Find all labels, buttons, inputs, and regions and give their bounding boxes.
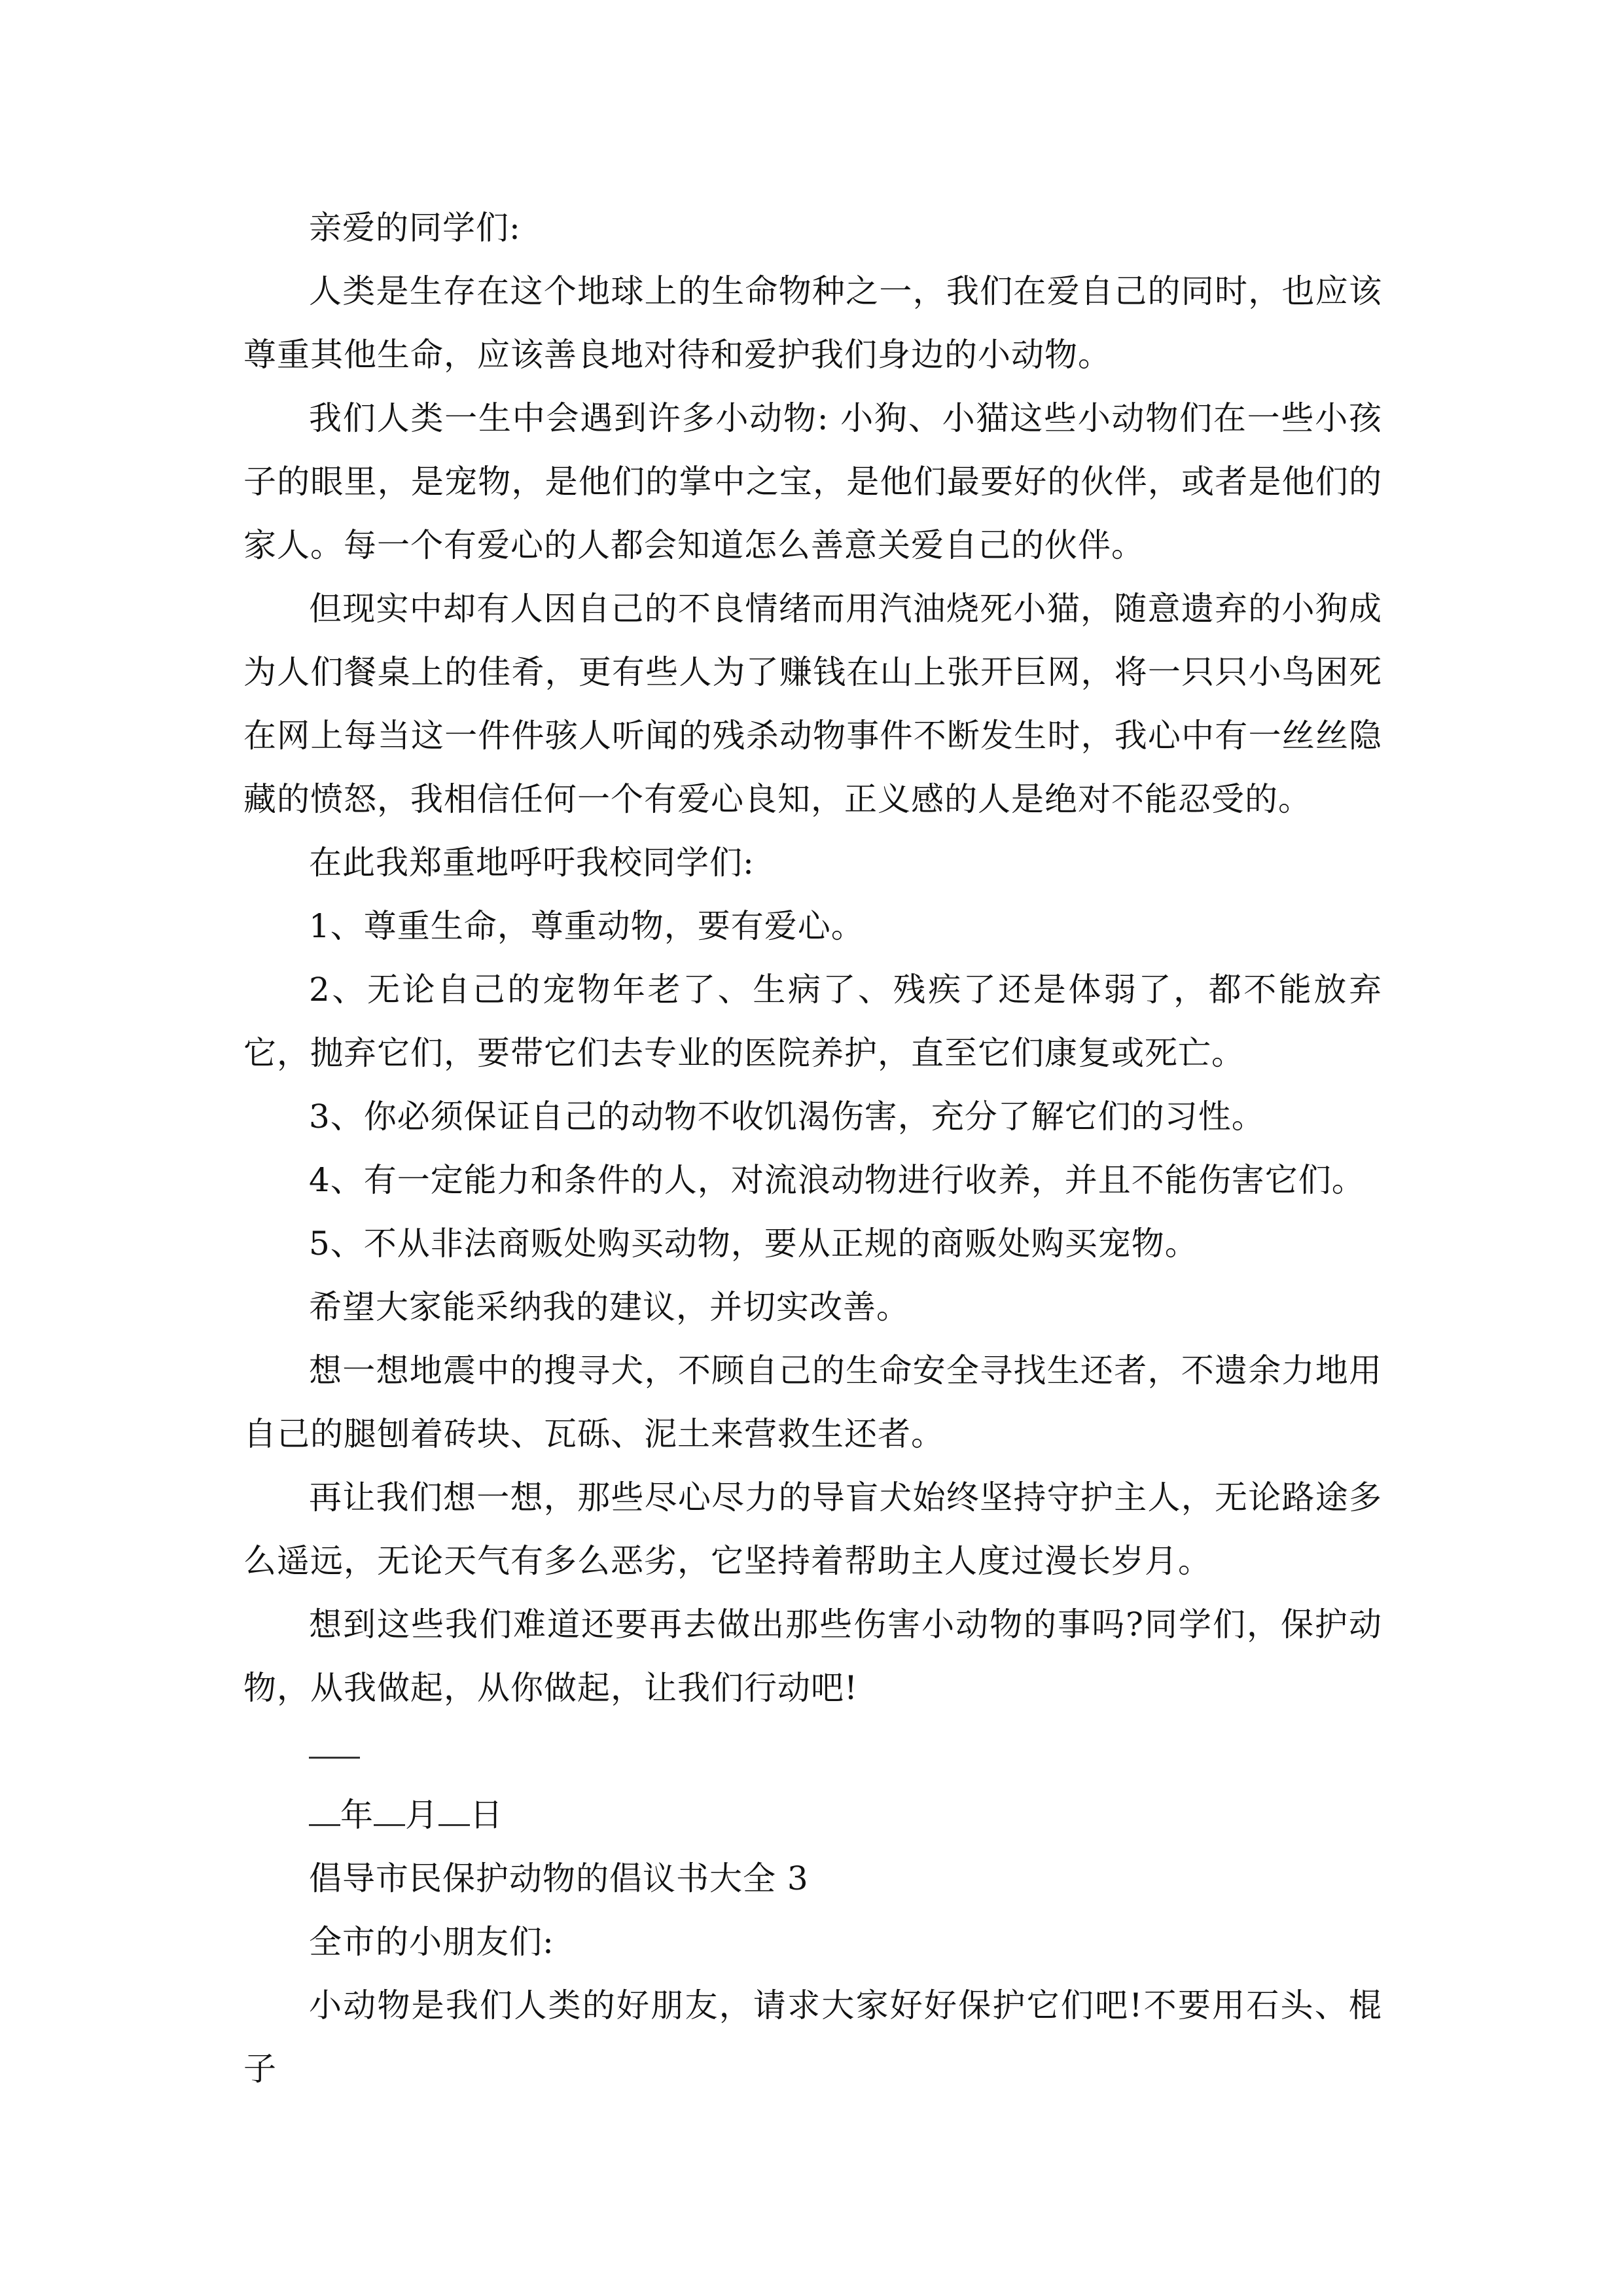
salutation: 亲爱的同学们: — [309, 209, 521, 247]
day-blank — [438, 1798, 470, 1826]
paragraph: 想到这些我们难道还要再去做出那些伤害小动物的事吗?同学们，保护动物，从我做起，从你做起，让我们行动吧! — [243, 1605, 1382, 1707]
list-item: 2、无论自己的宠物年老了、生病了、残疾了还是体弱了，都不能放弃它，抛弃它们，要带它们去专业的医院养护，直至它们康复或死亡。 — [243, 971, 1382, 1072]
paragraph: 再让我们想一想，那些尽心尽力的导盲犬始终坚持守护主人，无论路途多么遥远，无论天气有多么恶劣，它坚持着帮助主人度过漫长岁月。 — [243, 1479, 1382, 1580]
paragraph: 但现实中却有人因自己的不良情绪而用汽油烧死小猫，随意遗弃的小狗成为人们餐桌上的佳肴，更有些人为了赚钱在山上张开巨网，将一只只小鸟困死在网上每当这一件件骇人听闻的残杀动物事件不断发生时，我心中有一丝丝隐藏的愤怒，我相信任何一个有爱心良知，正义感的人是绝对不能忍受的。 — [243, 590, 1382, 818]
section-title: 倡导市民保护动物的倡议书大全 3 — [309, 1859, 809, 1897]
signature-blank — [309, 1750, 360, 1759]
paragraph: 想一想地震中的搜寻犬，不顾自己的生命安全寻找生还者，不遗余力地用自己的腿刨着砖块、瓦砾、泥土来营救生还者。 — [243, 1352, 1382, 1453]
month-blank — [374, 1798, 405, 1826]
section-paragraph: 小动物是我们人类的好朋友，请求大家好好保护它们吧!不要用石头、棍子 — [243, 1986, 1382, 2088]
year-blank — [309, 1798, 340, 1826]
list-item: 1、尊重生命，尊重动物，要有爱心。 — [309, 907, 865, 945]
list-item: 5、不从非法商贩处购买动物，要从正规的商贩处购买宠物。 — [309, 1225, 1198, 1263]
date-year-label: 年 — [340, 1796, 374, 1834]
date-day-label: 日 — [470, 1796, 503, 1834]
date-month-label: 月 — [405, 1796, 438, 1834]
section-salutation: 全市的小朋友们: — [309, 1923, 554, 1961]
date-row — [243, 1784, 1382, 1847]
list-item: 4、有一定能力和条件的人，对流浪动物进行收养，并且不能伤害它们。 — [309, 1161, 1365, 1199]
document-body — [243, 196, 1382, 2101]
signature-row — [243, 1720, 1382, 1784]
paragraph: 希望大家能采纳我的建议，并切实改善。 — [309, 1288, 910, 1326]
paragraph: 人类是生存在这个地球上的生命物种之一，我们在爱自己的同时，也应该尊重其他生命，应该善良地对待和爱护我们身边的小动物。 — [243, 272, 1382, 374]
list-item: 3、你必须保证自己的动物不收饥渴伤害，充分了解它们的习性。 — [309, 1098, 1265, 1136]
paragraph: 在此我郑重地呼吁我校同学们: — [309, 844, 755, 882]
paragraph: 我们人类一生中会遇到许多小动物: 小狗、小猫这些小动物们在一些小孩子的眼里，是宠物，是他们的掌中之宝，是他们最要好的伙伴，或者是他们的家人。每一个有爱心的人都会知道怎么善意关爱自己的伙伴。 — [243, 399, 1382, 564]
